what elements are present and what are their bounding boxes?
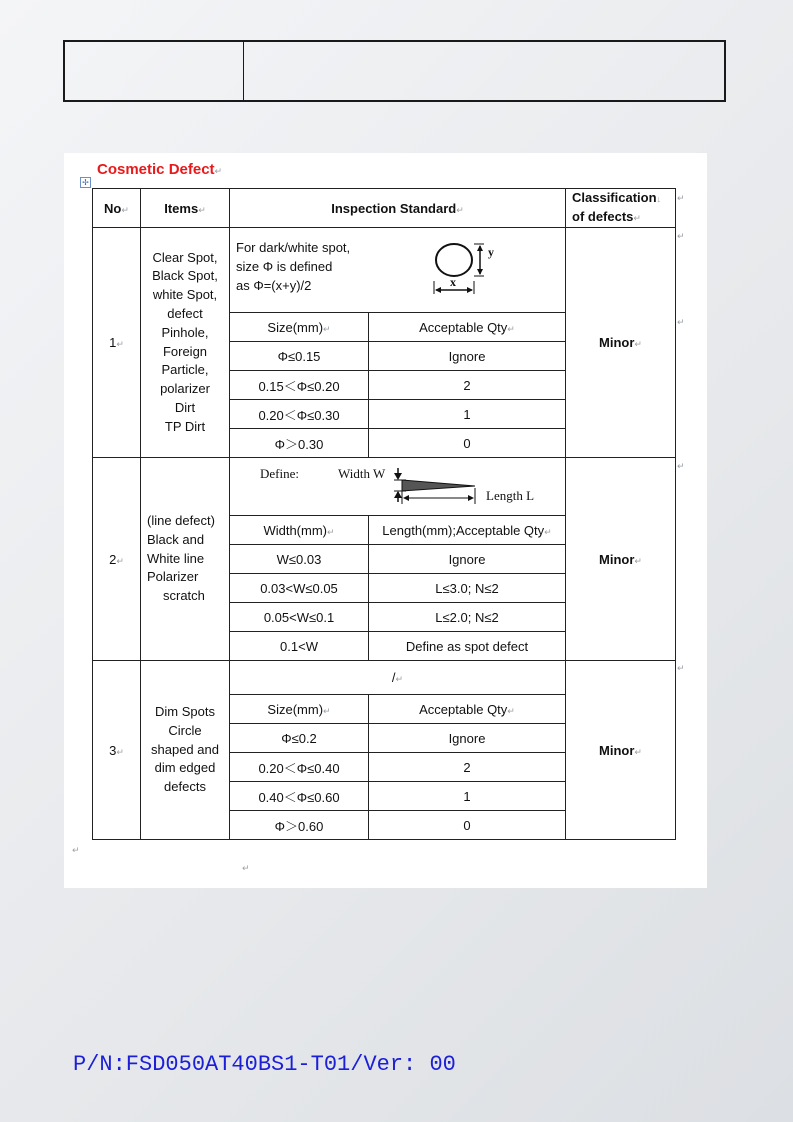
row-1-classification: Minor↵: [566, 228, 676, 458]
criteria-width: 0.05<W≤0.1: [230, 603, 369, 632]
row-3-col-size: Size(mm)↵: [230, 695, 369, 724]
diagram-label-define: Define:: [260, 466, 299, 481]
criteria-length: Define as spot defect: [369, 632, 566, 661]
criteria-length: L≤3.0; N≤2: [369, 574, 566, 603]
document-sheet: [64, 153, 707, 888]
line-defect-diagram: [230, 458, 564, 516]
row-2-no: 2↵: [93, 458, 141, 661]
row-1-definition: [230, 228, 566, 313]
paragraph-mark: ↵: [677, 663, 685, 673]
diagram-label-y: y: [488, 245, 494, 259]
row-2-items: (line defect) Black and White line Polarizer scratch: [141, 458, 230, 661]
table-row: [93, 228, 676, 313]
criteria-width: 0.1<W: [230, 632, 369, 661]
row-1-no: 1↵: [93, 228, 141, 458]
paragraph-mark: ↵: [677, 461, 685, 471]
row-3-definition: /↵: [230, 661, 566, 695]
criteria-length: L≤2.0; N≤2: [369, 603, 566, 632]
header-inspection-standard: Inspection Standard↵: [230, 189, 566, 228]
criteria-qty: 1: [369, 400, 566, 429]
row-2-definition: [230, 458, 566, 516]
document-header-box: [63, 40, 726, 102]
row-2-col-width: Width(mm)↵: [230, 516, 369, 545]
row-1-col-qty: Acceptable Qty↵: [369, 313, 566, 342]
cosmetic-defect-table: [92, 188, 676, 840]
table-row: [93, 458, 676, 516]
table-move-handle-icon[interactable]: ✢: [80, 177, 91, 188]
criteria-size: Φ≤0.15: [230, 342, 369, 371]
criteria-qty: Ignore: [369, 724, 566, 753]
header-no: No↵: [93, 189, 141, 228]
criteria-size: 0.20＜Φ≤0.30: [230, 400, 369, 429]
spot-size-diagram: [428, 236, 518, 298]
row-3-col-qty: Acceptable Qty↵: [369, 695, 566, 724]
criteria-width: W≤0.03: [230, 545, 369, 574]
paragraph-mark: ↵: [677, 193, 685, 203]
header-classification: Classification↓ of defects↵: [566, 189, 676, 228]
part-number-footer: P/N:FSD050AT40BS1-T01/Ver: 00: [73, 1052, 456, 1077]
criteria-size: Φ＞0.30: [230, 429, 369, 458]
row-3-classification: Minor↵: [566, 661, 676, 840]
criteria-qty: 0: [369, 429, 566, 458]
header-cell-right: [244, 42, 724, 100]
paragraph-mark: ↵: [242, 863, 250, 873]
criteria-qty: 1: [369, 782, 566, 811]
paragraph-mark: ↵: [677, 231, 685, 241]
row-3-no: 3↵: [93, 661, 141, 840]
row-1-items: Clear Spot, Black Spot, white Spot, defect Pinhole, Foreign Particle, polarizer Dirt TP Dirt: [141, 228, 230, 458]
criteria-length: Ignore: [369, 545, 566, 574]
criteria-size: Φ≤0.2: [230, 724, 369, 753]
criteria-size: 0.40＜Φ≤0.60: [230, 782, 369, 811]
header-items: Items↵: [141, 189, 230, 228]
criteria-width: 0.03<W≤0.05: [230, 574, 369, 603]
table-header-row: [93, 189, 676, 228]
row-3-items: Dim Spots Circle shaped and dim edged defects: [141, 661, 230, 840]
criteria-qty: 0: [369, 811, 566, 840]
row-1-col-size: Size(mm)↵: [230, 313, 369, 342]
criteria-qty: 2: [369, 371, 566, 400]
criteria-size: 0.20＜Φ≤0.40: [230, 753, 369, 782]
diagram-label-x: x: [450, 275, 456, 289]
criteria-size: 0.15＜Φ≤0.20: [230, 371, 369, 400]
diagram-label-length: Length L: [486, 488, 535, 503]
paragraph-mark: ↵: [677, 317, 685, 327]
header-cell-left: [65, 42, 244, 100]
row-2-classification: Minor↵: [566, 458, 676, 661]
section-title-text: Cosmetic Defect: [97, 161, 215, 178]
criteria-qty: 2: [369, 753, 566, 782]
diagram-label-width: Width W: [338, 466, 386, 481]
section-title: Cosmetic Defect↵: [97, 161, 223, 178]
criteria-size: Φ＞0.60: [230, 811, 369, 840]
paragraph-mark: ↵: [72, 845, 80, 855]
table-row: [93, 661, 676, 695]
row-2-col-length: Length(mm);Acceptable Qty↵: [369, 516, 566, 545]
row-1-definition-text: For dark/white spot, size Φ is defined as Φ=(x+y)/2: [236, 240, 351, 293]
criteria-qty: Ignore: [369, 342, 566, 371]
